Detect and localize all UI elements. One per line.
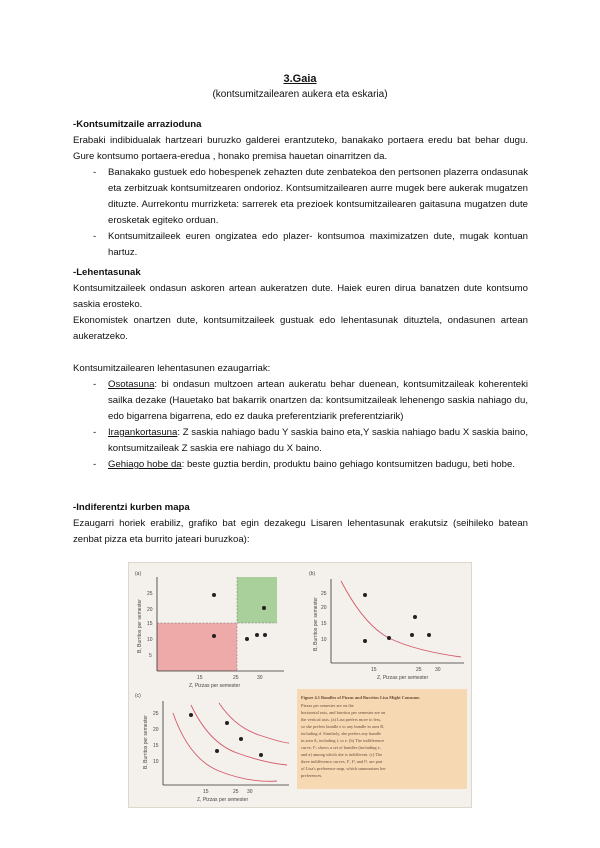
tick-label: 15 <box>371 667 377 673</box>
page-title: 3.Gaia <box>283 73 317 85</box>
term: Iragankortasuna <box>108 427 178 438</box>
figure-indifference-curves <box>128 562 472 808</box>
caption-line: of Lisa's preference map, which summarizes her <box>301 766 386 771</box>
caption-line: three indifference curves, I¹, I², and I³, are part <box>301 759 383 764</box>
section-preferences <box>73 265 528 473</box>
section-indifference-map <box>73 500 528 548</box>
bundle-point <box>212 634 216 638</box>
caption-line: preferences. <box>301 773 323 778</box>
bullet-item <box>73 377 528 425</box>
tick-label: 15 <box>203 789 209 795</box>
tick-label: 20 <box>153 727 159 733</box>
y-axis-label: B, Burritos per semester <box>143 715 149 769</box>
bundle-point <box>189 713 193 717</box>
caption-line: curve, I¹, shows a set of bundles (including e, <box>301 745 381 750</box>
tick-label: 5 <box>149 653 152 659</box>
area-b-region <box>157 623 237 671</box>
tick-label: 20 <box>321 605 327 611</box>
tick-label: 30 <box>247 789 253 795</box>
definition: : Z saskia nahiago badu Y saskia baino eta,Y saskia nahiago badu X saskia baino, kontsumitzaileak Z saskia ere nahiago du X baino. <box>108 427 528 454</box>
tick-label: 10 <box>321 637 327 643</box>
tick-label: 25 <box>153 711 159 717</box>
bundle-point <box>215 749 219 753</box>
bundle-point <box>387 636 391 640</box>
y-axis-label: B, Burritos per semester <box>137 599 143 653</box>
tick-label: 15 <box>321 621 327 627</box>
tick-label: 25 <box>233 675 239 681</box>
tick-label: 30 <box>435 667 441 673</box>
bundle-point <box>259 753 263 757</box>
area-a-region <box>237 577 277 623</box>
bundle-point <box>363 593 367 597</box>
caption-line: the vertical axis. (a) Lisa prefers more to less, <box>301 717 382 722</box>
caption-line: in area A, including f, to e. (b) The indifference <box>301 738 385 743</box>
panel-c-label: (c) <box>135 693 141 699</box>
bundle-point <box>245 637 249 641</box>
x-axis-label: Z, Pizzas per semester <box>377 675 429 681</box>
paragraph: Kontsumitzaileek ondasun askoren artean aukeratzen dute. Haiek euren dirua banatzen dute kontsumo saskia erosteko. <box>73 283 528 310</box>
panel-a-label: (a) <box>135 571 142 577</box>
bundle-point <box>255 633 259 637</box>
bullet-list <box>73 377 528 473</box>
bundle-point <box>263 633 267 637</box>
bundle-point <box>225 721 229 725</box>
tick-label: 15 <box>147 621 153 627</box>
bundle-point <box>262 606 266 610</box>
tick-label: 25 <box>416 667 422 673</box>
bundle-point <box>427 633 431 637</box>
caption-line: and a) among which she is indifferent. (c) The <box>301 752 383 757</box>
tick-label: 10 <box>153 759 159 765</box>
panel-b-label: (b) <box>309 571 316 577</box>
x-axis-label: Z, Pizzas per semester <box>197 797 249 803</box>
tick-label: 15 <box>153 743 159 749</box>
bullet-item: - Kontsumitzaileek euren ongizatea edo plazer- kontsumoa maximizatzen dute, mugak kontuan hartuz. <box>73 229 528 261</box>
bullet-item: - Banakako gustuek edo hobespenek zehazten dute zenbatekoa den pertsonen plazerra ondasunak eta zerbitzuak kontsumitzearen ondorioz. Kontsumitzailearen aurre mugek bere aukerak mugatzen dituzte. Aurrekontu murrizketa: sarrerek eta prezioek kontsumitzailearen gaitasuna mugatzen dute erosketak egiteko orduan. <box>73 165 528 229</box>
indifference-curve <box>219 703 289 743</box>
section-heading: -Kontsumitzaile arrazioduna <box>73 119 202 130</box>
paragraph: Ekonomistek onartzen dute, kontsumitzaileek gustuak edo lehentasunak dituztela, ondasunen artean aukeratzeko. <box>73 315 528 342</box>
bundle-point <box>239 737 243 741</box>
y-axis-label: B, Burritos per semester <box>313 597 319 651</box>
section-rational-consumer <box>73 117 528 261</box>
caption-line: so she prefers bundle e to any bundle in area B, <box>301 724 385 729</box>
paragraph: Ezaugarri horiek erabiliz, grafiko bat egin dezakegu Lisaren lehentasunak erakutsiz (seihileko batean zenbat pizza eta burrito jateari buruzkoa): <box>73 518 528 545</box>
term: Osotasuna <box>108 379 155 390</box>
x-axis-label: Z, Pizzas per semester <box>189 683 241 689</box>
bundle-point <box>363 639 367 643</box>
page-subtitle: (kontsumitzailearen aukera eta eskaria) <box>212 89 388 100</box>
indifference-curve <box>341 581 461 657</box>
definition: : beste guztia berdin, produktu baino gehiago kontsumitzen badugu, beti hobe. <box>181 459 515 470</box>
bullet-item <box>73 457 528 473</box>
bundle-point <box>212 593 216 597</box>
bullet-list <box>73 165 528 261</box>
figure-svg <box>129 563 471 807</box>
bundle-point <box>413 615 417 619</box>
caption-title: Figure 4.1 Bundles of Pizzas and Burritos Lisa Might Consume. <box>301 695 421 700</box>
tick-label: 25 <box>321 591 327 597</box>
tick-label: 10 <box>147 637 153 643</box>
tick-label: 25 <box>233 789 239 795</box>
indifference-curve <box>191 705 287 765</box>
tick-label: 30 <box>257 675 263 681</box>
caption-line: horizontal axis, and burritos per semester are on <box>301 710 386 715</box>
caption-line: Pizzas per semester are on the <box>301 703 354 708</box>
section-heading: -Lehentasunak <box>73 267 141 278</box>
definition: : bi ondasun multzoen artean aukeratu behar duenean, kontsumitzaileak koherenteki sailka dezake (Hauetako bat bakarrik onartzen da: kontsumitzaileak lehenengo saskia nahiago du, edo bigarrena bigarrena, edo ez dauka preferentziarik preferentziarik) <box>108 379 528 422</box>
bullet-item <box>73 425 528 457</box>
tick-label: 20 <box>147 607 153 613</box>
tick-label: 15 <box>197 675 203 681</box>
term: Gehiago hobe da <box>108 459 182 470</box>
tick-label: 25 <box>147 591 153 597</box>
caption-line: including d. Similarly, she prefers any bundle <box>301 731 381 736</box>
section-heading: -Indiferentzi kurben mapa <box>73 502 190 513</box>
bundle-point <box>410 633 414 637</box>
paragraph: Kontsumitzailearen lehentasunen ezaugarriak: <box>73 363 271 374</box>
paragraph: Erabaki indibidualak hartzeari buruzko galderei erantzuteko, banakako portaera eredu bat behar dugu. Gure kontsumo portaera-eredua , honako premisa hauetan oinarritzen da. <box>73 135 528 162</box>
